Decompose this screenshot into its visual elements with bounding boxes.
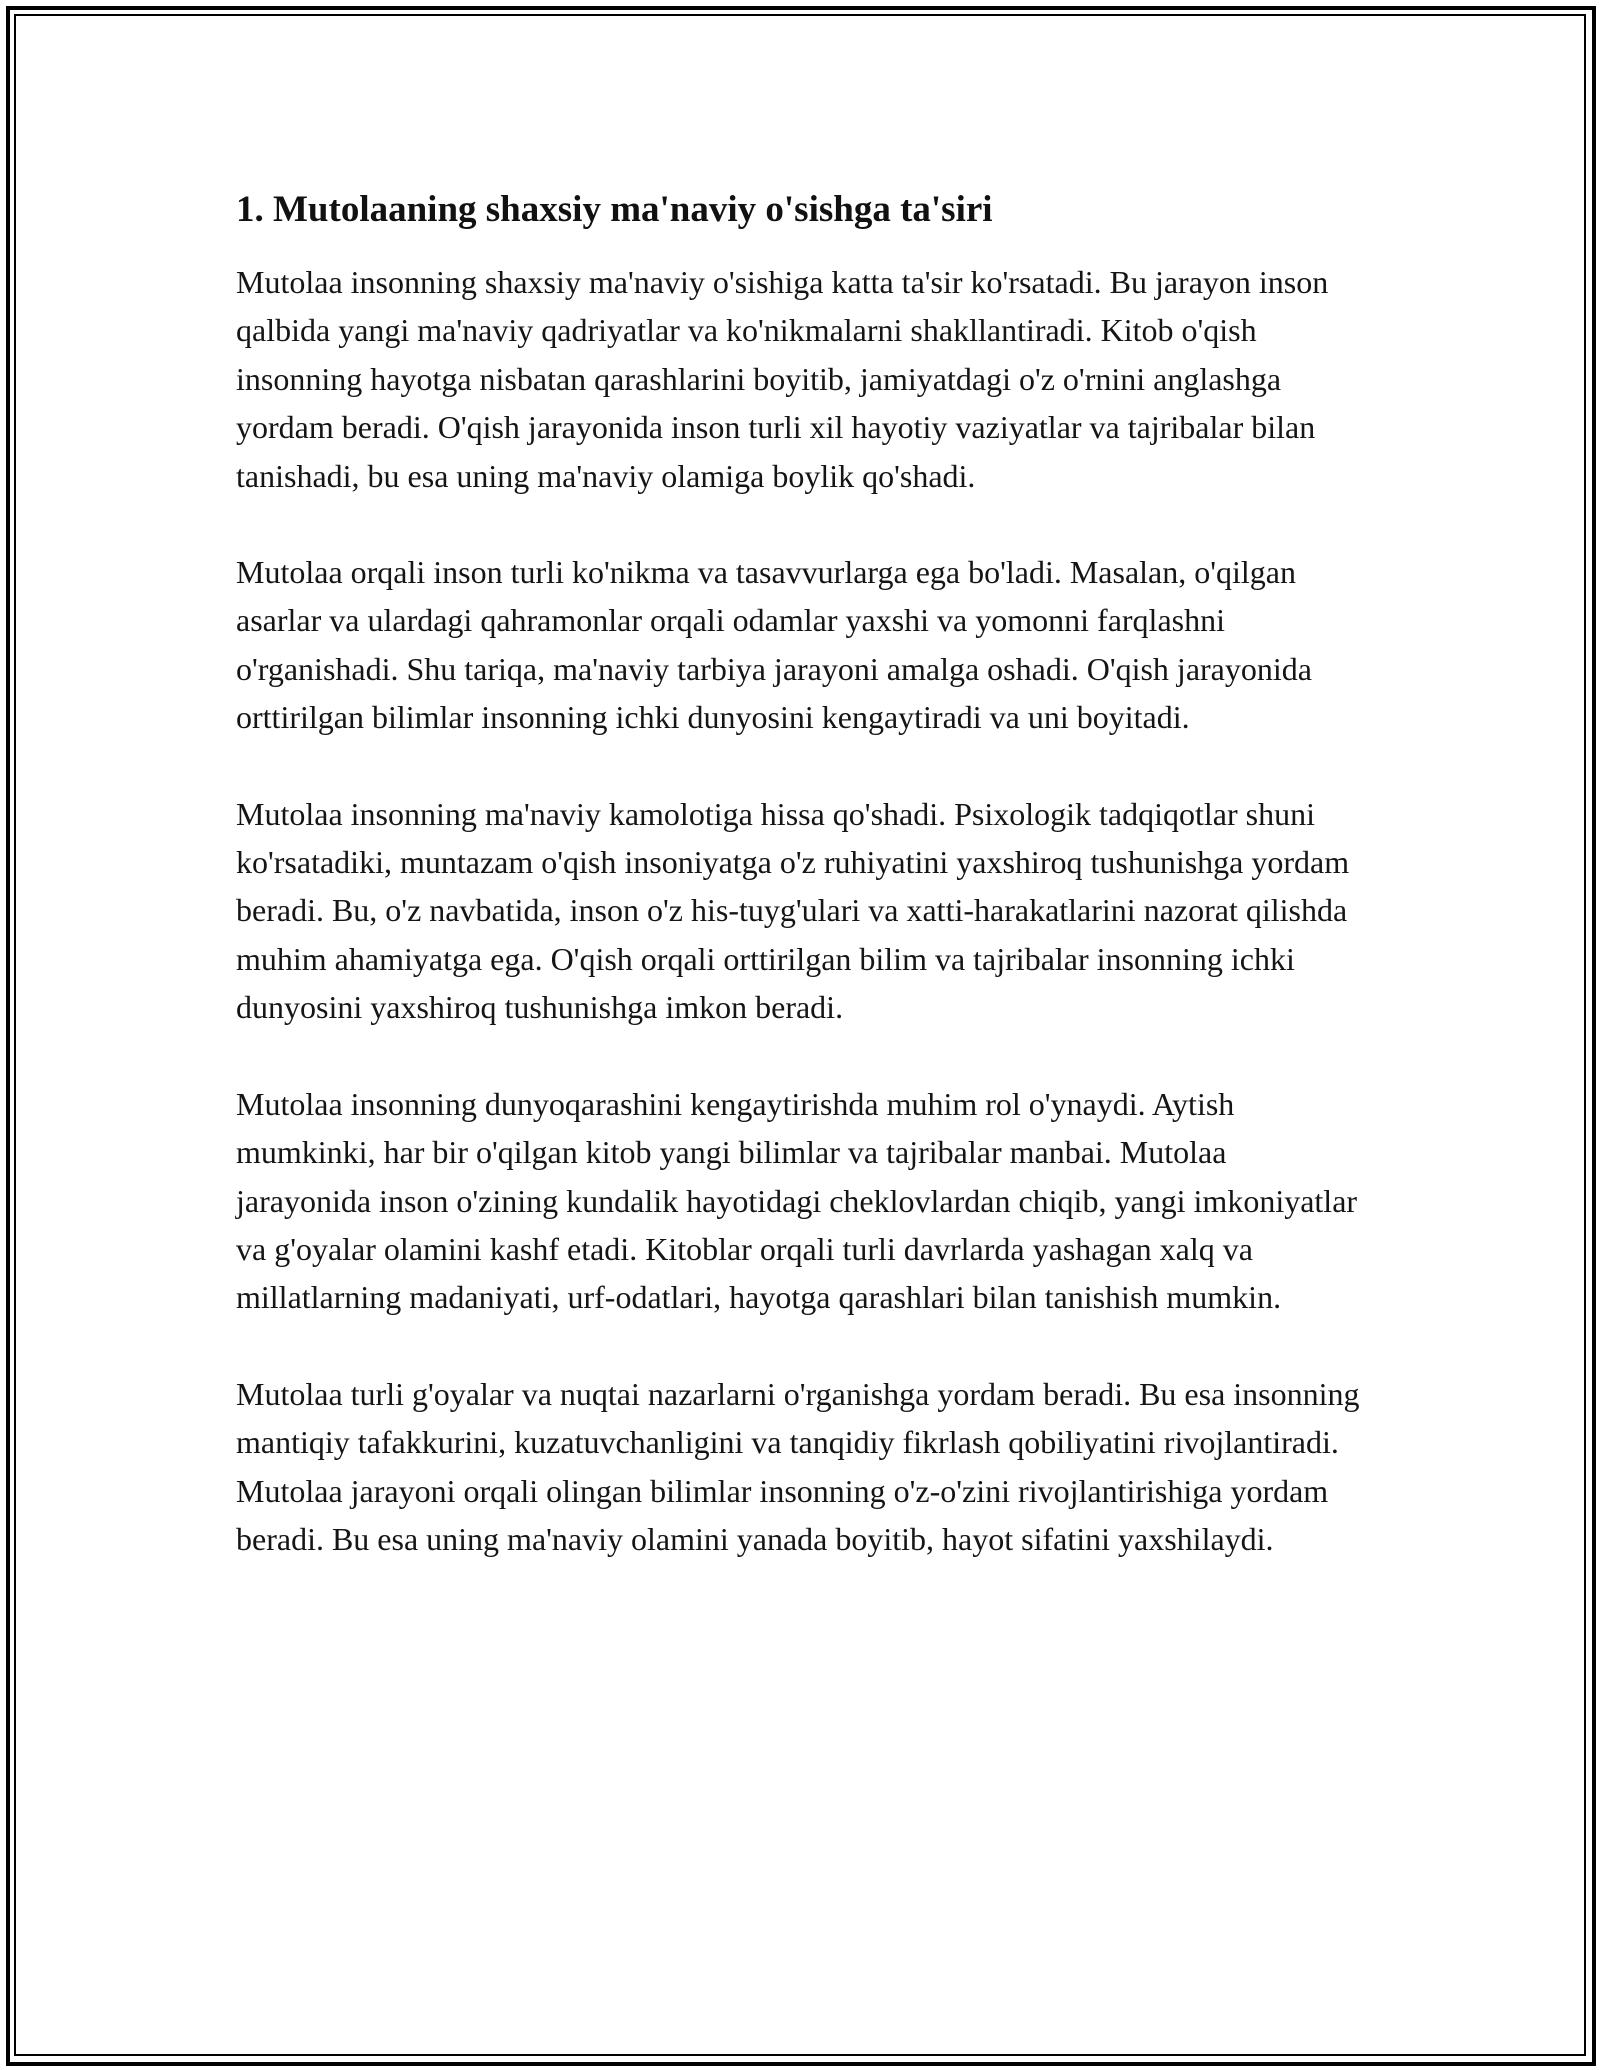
document-body [236,186,1361,1611]
paragraph-4: Mutolaa insonning dunyoqarashini kengaytirishda muhim rol o'ynaydi. Aytish mumkinki, har bir o'qilgan kitob yangi bilimlar va tajribalar manbai. Mutolaa jarayonida inson o'zining kundalik hayotidagi cheklovlardan chiqib, yangi imkoniyatlar va g'oyalar olamini kashf etadi. Kitoblar orqali turli davrlarda yashagan xalq va millatlarning madaniyati, urf-odatlari, hayotga qarashlari bilan tanishish mumkin. [236,1085,1358,1316]
paragraph-3: Mutolaa insonning ma'naviy kamolotiga hissa qo'shadi. Psixologik tadqiqotlar shuni ko'rsatadiki, muntazam o'qish insoniyatga o'z ruhiyatini yaxshiroq tushunishga yordam beradi. Bu, o'z navbatida, inson o'z his-tuyg'ulari va xatti-harakatlarini nazorat qilishda muhim ahamiyatga ega. O'qish orqali orttirilgan bilim va tajribalar insonning ichki dunyosini yaxshiroq tushunishga imkon beradi. [236,795,1350,1026]
paragraph-1: Mutolaa insonning shaxsiy ma'naviy o'sishiga katta ta'sir ko'rsatadi. Bu jarayon inson qalbida yangi ma'naviy qadriyatlar va ko'nikmalarni shakllantiradi. Kitob o'qish insonning hayotga nisbatan qarashlarini boyitib, jamiyatdagi o'z o'rnini anglashga yordam beradi. O'qish jarayonida inson turli xil hayotiy vaziyatlar va tajribalar bilan tanishadi, bu esa uning ma'naviy olamiga boylik qo'shadi. [236,264,1329,494]
paragraph-5: Mutolaa turli g'oyalar va nuqtai nazarlarni o'rganishga yordam beradi. Bu esa insonning mantiqiy tafakkurini, kuzatuvchanligini va tanqidiy fikrlash qobiliyatini rivojlantiradi. Mutolaa jarayoni orqali olingan bilimlar insonning o'z-o'zini rivojlantirishiga yordam beradi. Bu esa uning ma'naviy olamini yanada boyitib, hayot sifatini yaxshilaydi. [236,1375,1360,1557]
paragraph-2: Mutolaa orqali inson turli ko'nikma va tasavvurlarga ega bo'ladi. Masalan, o'qilgan asarlar va ulardagi qahramonlar orqali odamlar yaxshi va yomonni farqlashni o'rganishadi. Shu tariqa, ma'naviy tarbiya jarayoni amalga oshadi. O'qish jarayonida orttirilgan bilimlar insonning ichki dunyosini kengaytiradi va uni boyitadi. [236,554,1312,736]
section-title: 1. Mutolaaning shaxsiy ma'naviy o'sishga ta'siri [236,189,993,230]
